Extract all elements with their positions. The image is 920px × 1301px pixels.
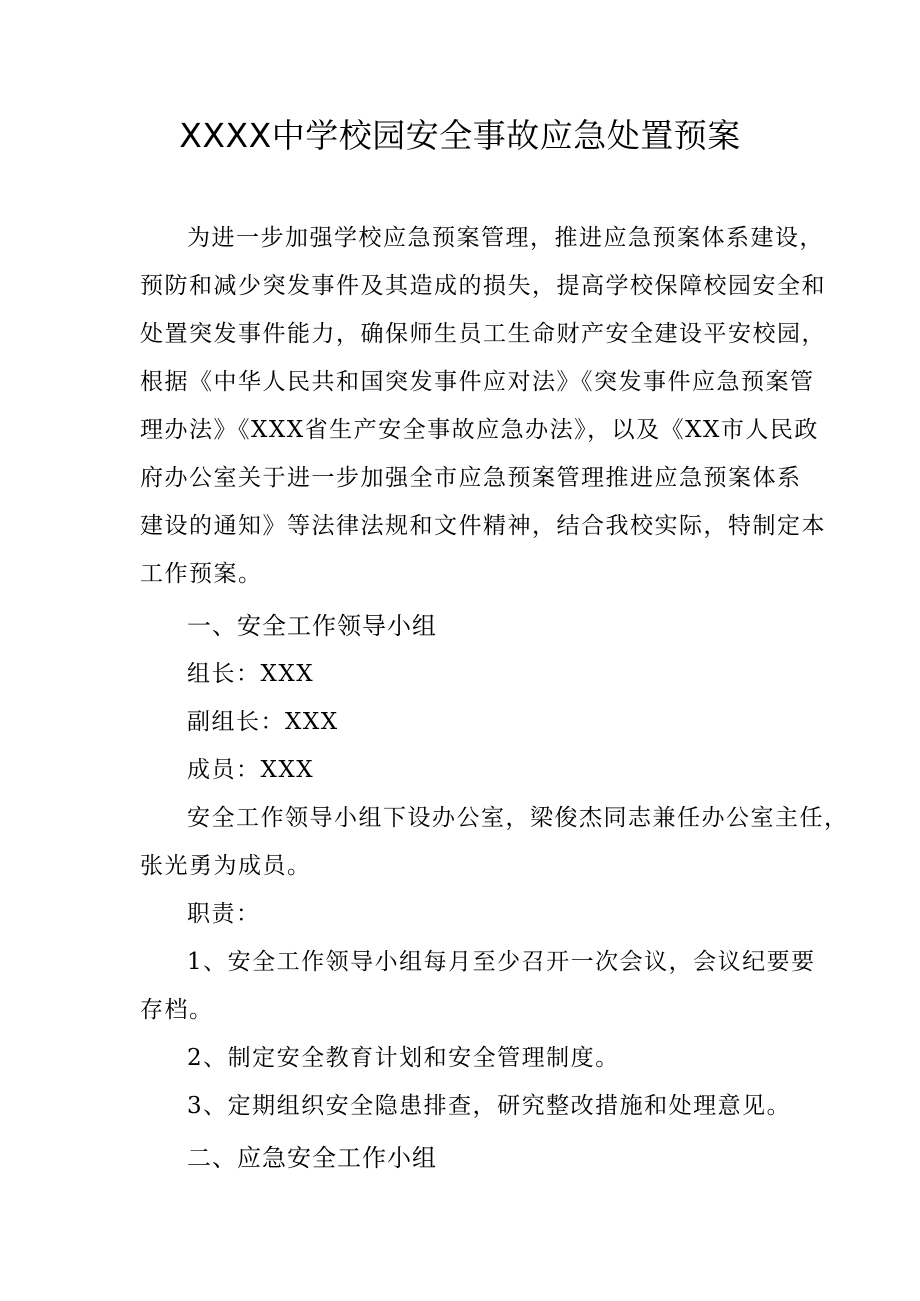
intro-line-6: 府办公室关于进一步加强全市应急预案管理推进应急预案体系	[140, 465, 802, 491]
duty-1-line-2: 存档。	[140, 997, 214, 1023]
intro-line-2: 预防和减少突发事件及其造成的损失，提高学校保障校园安全和	[140, 273, 826, 299]
intro-line-1: 为进一步加强学校应急预案管理，推进应急预案体系建设，	[187, 225, 824, 251]
section-1-heading: 一、安全工作领导小组	[187, 612, 437, 640]
duty-1-line-1: 1、安全工作领导小组每月至少召开一次会议，会议纪要要	[187, 949, 816, 975]
leader-line: 组长：XXX	[187, 661, 315, 687]
duties-label: 职责：	[187, 901, 261, 927]
intro-line-3: 处置突发事件能力，确保师生员工生命财产安全建设平安校园，	[140, 321, 826, 347]
intro-line-5: 理办法》《XXX省生产安全事故应急办法》，以及《XX市人民政	[140, 417, 819, 443]
duty-3-line: 3、定期组织安全隐患排查，研究整改措施和处理意见。	[187, 1093, 792, 1119]
office-line-1: 安全工作领导小组下设办公室，梁俊杰同志兼任办公室主任，	[187, 805, 849, 831]
intro-line-4: 根据《中华人民共和国突发事件应对法》《突发事件应急预案管	[140, 369, 815, 395]
intro-line-8: 工作预案。	[140, 561, 263, 587]
intro-line-7: 建设的通知》等法律法规和文件精神，结合我校实际，特制定本	[140, 513, 826, 539]
members-line: 成员：XXX	[187, 757, 315, 783]
document-title: XXXX中学校园安全事故应急处置预案	[179, 116, 741, 155]
duty-2-line: 2、制定安全教育计划和安全管理制度。	[187, 1045, 620, 1071]
office-line-2: 张光勇为成员。	[140, 853, 312, 879]
section-2-heading: 二、应急安全工作小组	[187, 1144, 437, 1172]
deputy-leader-line: 副组长：XXX	[187, 709, 339, 735]
